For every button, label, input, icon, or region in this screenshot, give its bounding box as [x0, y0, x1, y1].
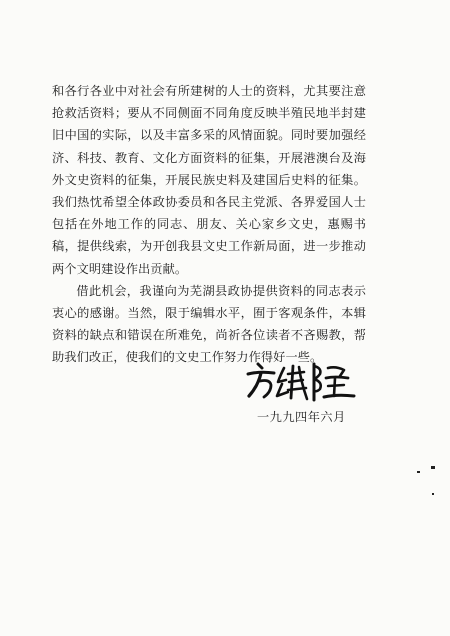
scan-speck [431, 466, 435, 469]
date-line: 一九九四年六月 [257, 410, 346, 424]
scan-speck [432, 493, 434, 495]
scan-speck [417, 471, 420, 473]
handwritten-signature [244, 358, 364, 404]
paragraph-1: 和各行各业中对社会有所建树的人士的资料，尤其要注意抢救活资料；要从不同侧面不同角度反映半殖民地半封建旧中国的实际，以及丰富多采的风情面貌。同时要加强经济、科技、教育、文化方面资料的征集，开展港澳台及海外文史资料的征集，开展民族史料及建国后史料的征集。我们热忱希望全体政协委员和各民主党派、各界爱国人士包括在外地工作的同志、朋友、关心家乡文史，惠赐书稿，提供线索，为开创我县文史工作新局面，进一步推动两个文明建设作出贡献。 [52, 84, 366, 276]
body-text [52, 80, 366, 369]
paragraph-2: 借此机会，我谨向为芜湖县政协提供资料的同志表示衷心的感谢。当然，限于编辑水平，囿于客观条件，本辑资料的缺点和错误在所难免，尚祈各位读者不吝赐教，帮助我们改正，使我们的文史工作努力作得好一些。 [52, 283, 366, 365]
